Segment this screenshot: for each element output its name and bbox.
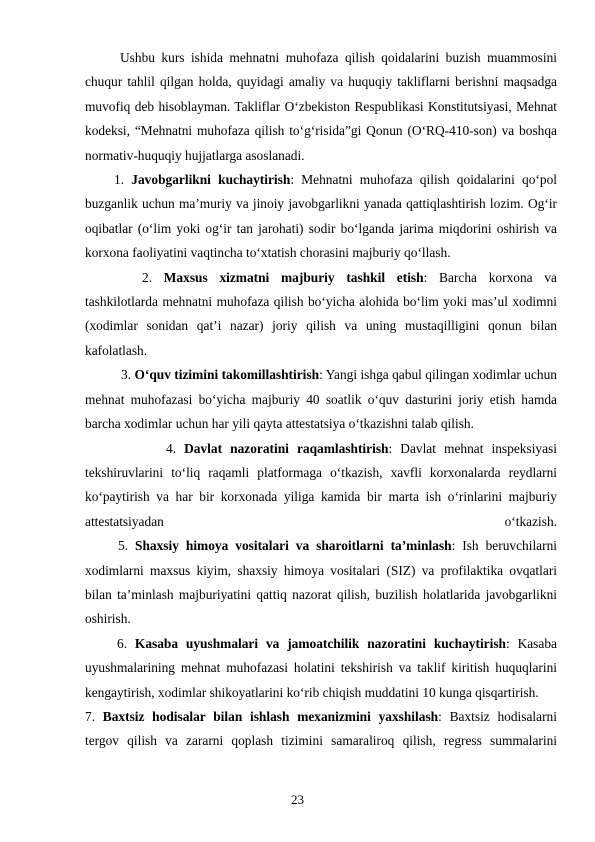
proposal-number: 2. <box>142 269 153 285</box>
proposal-6 <box>85 632 557 705</box>
proposal-number: 3. <box>121 367 132 383</box>
proposal-7 <box>85 705 557 754</box>
proposal-number: 5. <box>118 538 129 554</box>
proposal-number: 1. <box>114 172 125 188</box>
proposal-title: Shaxsiy himoya vositalari va sharoitlarni ta’minlash <box>135 538 452 554</box>
proposal-3 <box>85 363 557 436</box>
proposal-text: : Mehnatni muhofaza qilish qoidalarini qo‘pol buzganlik uchun ma’muriy va jinoiy javobgarlikni yanada qattiqlashtirish lozim. Og‘ir oqibatlar (o‘lim yoki og‘ir tan jarohati) sodir bo‘lganda jarima miqdorini oshirish va korxona faoliyatini vaqtincha to‘xtatish chorasini majburiy qo‘llash. <box>85 172 557 261</box>
proposal-title: Baxtsiz hodisalar bilan ishlash mexanizmini yaxshilash <box>102 708 439 724</box>
intro-text: Ushbu kurs ishida mehnatni muhofaza qilish qoidalarini buzish muammosini chuqur tahlil qilgan holda, quyidagi amaliy va huquqiy takliflarni berishni maqsadga muvofiq deb hisoblayman. Takliflar O‘zbekiston Respublikasi Konstitutsiyasi, Mehnat kodeksi, “Mehnatni muhofaza qilish to‘g‘risida”gi Qonun (O‘RQ-410-son) va boshqa normativ-huquqiy hujjatlarga asoslanadi. <box>85 50 557 163</box>
proposal-2 <box>85 266 557 364</box>
proposal-text: : Barcha korxona va tashkilotlarda mehnatni muhofaza qilish bo‘yicha alohida bo‘lim yoki mas’ul xodimni (xodimlar sonidan qat’i nazar) joriy qilish va uning mustaqilligini qonun bilan kafolatlash. <box>85 269 557 358</box>
proposal-5 <box>85 534 557 632</box>
proposal-title: Kasaba uyushmalari va jamoatchilik nazoratini kuchaytirish <box>134 635 506 651</box>
proposal-title: Maxsus xizmatni majburiy tashkil etish <box>163 269 424 285</box>
document-body <box>85 46 557 754</box>
proposal-title: O‘quv tizimini takomillashtirish <box>134 367 320 383</box>
proposal-number: 7. <box>85 708 96 724</box>
proposal-4 <box>85 437 557 535</box>
proposal-number: 4. <box>166 440 177 456</box>
proposal-text: : Kasaba uyushmalarining mehnat muhofazasi holatini tekshirish va taklif kiritish huquqlarini kengaytirish, xodimlar shikoyatlarini ko‘rib chiqish muddatini 10 kunga qisqartirish. <box>85 635 557 700</box>
proposal-title: Javobgarlikni kuchaytirish <box>131 172 291 188</box>
proposal-text: : Baxtsiz hodisalarni tergov qilish va zararni qoplash tizimini samaraliroq qilish, regress summalarini <box>85 708 557 749</box>
intro-paragraph <box>85 46 557 168</box>
proposal-text: : Yangi ishga qabul qilingan xodimlar uchun mehnat muhofazasi bo‘yicha majburiy 40 soatlik o‘quv dasturini joriy etish hamda barcha xodimlar uchun har yili qayta attestatsiya o‘tkazishni talab qilish. <box>85 367 557 432</box>
proposal-1 <box>85 168 557 266</box>
proposal-title: Davlat nazoratini raqamlashtirish <box>184 440 389 456</box>
proposal-text: : Ish beruvchilarni xodimlarni maxsus kiyim, shaxsiy himoya vositalari (SIZ) va profilaktika ovqatlari bilan ta’minlash majburiyatini qattiq nazorat qilish, buzilish holatlarida javobgarlikni oshirish. <box>85 538 557 627</box>
proposal-number: 6. <box>117 635 128 651</box>
proposal-text: : Davlat mehnat inspeksiyasi tekshiruvlarini to‘liq raqamli platformaga o‘tkazish, xavfli korxonalarda reydlarni ko‘paytirish va har bir korxonada yiliga kamida bir marta ish o‘rinlarini majburiy attestatsiyadan o‘tkazish. <box>85 440 557 529</box>
page-number: 23 <box>291 792 304 807</box>
